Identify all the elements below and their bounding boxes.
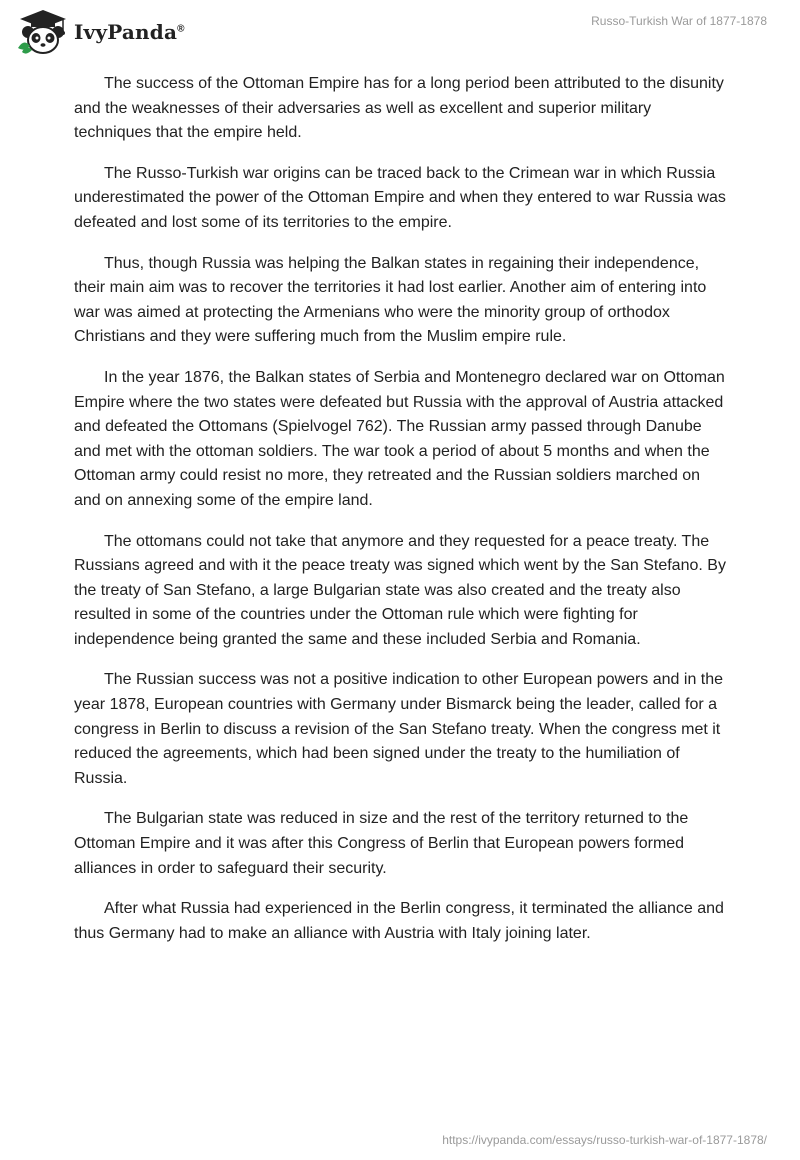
paragraph: The ottomans could not take that anymore and they requested for a peace treaty. The Russians agreed and with it the peace treaty was signed which went by the San Stefano. By the treaty of San Stefano, a large Bulgarian state was also created and the treaty also resulted in some of the countries under the Ottoman rule which were fighting for independence being granted the same and these included Serbia and Romania. <box>74 532 726 648</box>
paragraph: Thus, though Russia was helping the Balkan states in regaining their independence, their main aim was to recover the territories it had lost earlier. Another aim of entering into war was aimed at protecting the Armenians who were the minority group of orthodox Christians and they were suffering much from the Muslim empire rule. <box>74 254 707 346</box>
source-url-link[interactable]: https://ivypanda.com/essays/russo-turkish-war-of-1877-1878/ <box>442 1133 767 1147</box>
document-title: Russo-Turkish War of 1877-1878 <box>591 14 767 28</box>
paragraph: In the year 1876, the Balkan states of Serbia and Montenegro declared war on Ottoman Empire where the two states were defeated but Russia with the approval of Austria attacked and defeated the Ottomans (Spielvogel 762). The Russian army passed through Danube and met with the ottoman soldiers. The war took a period of about 5 months and when the Ottoman army could resist no more, they retreated and the Russian soldiers marched on and on annexing some of the empire land. <box>74 368 725 509</box>
ivypanda-logo[interactable] <box>16 8 185 56</box>
page-header <box>0 0 800 70</box>
paragraph: The Bulgarian state was reduced in size and the rest of the territory returned to the Ottoman Empire and it was after this Congress of Berlin that European powers formed alliances in order to safeguard their security. <box>74 810 689 877</box>
brand-name: IvyPanda® <box>74 20 185 44</box>
paragraph: The Russo-Turkish war origins can be traced back to the Crimean war in which Russia underestimated the power of the Ottoman Empire and when they entered to war Russia was defeated and lost some of its territories to the empire. <box>74 164 726 231</box>
paragraph: The success of the Ottoman Empire has for a long period been attributed to the disunity and the weaknesses of their adversaries as well as excellent and superior military techniques that the empire held. <box>74 75 724 142</box>
paragraph: After what Russia had experienced in the Berlin congress, it terminated the alliance and thus Germany had to make an alliance with Austria with Italy joining later. <box>74 900 724 942</box>
panda-graduate-icon <box>16 8 70 56</box>
registered-mark: ® <box>177 23 185 35</box>
essay-body <box>74 72 726 962</box>
paragraph: The Russian success was not a positive indication to other European powers and in the year 1878, European countries with Germany under Bismarck being the leader, called for a congress in Berlin to discuss a revision of the San Stefano treaty. When the congress met it reduced the agreements, which had been signed under the treaty to the humiliation of Russia. <box>74 671 724 787</box>
